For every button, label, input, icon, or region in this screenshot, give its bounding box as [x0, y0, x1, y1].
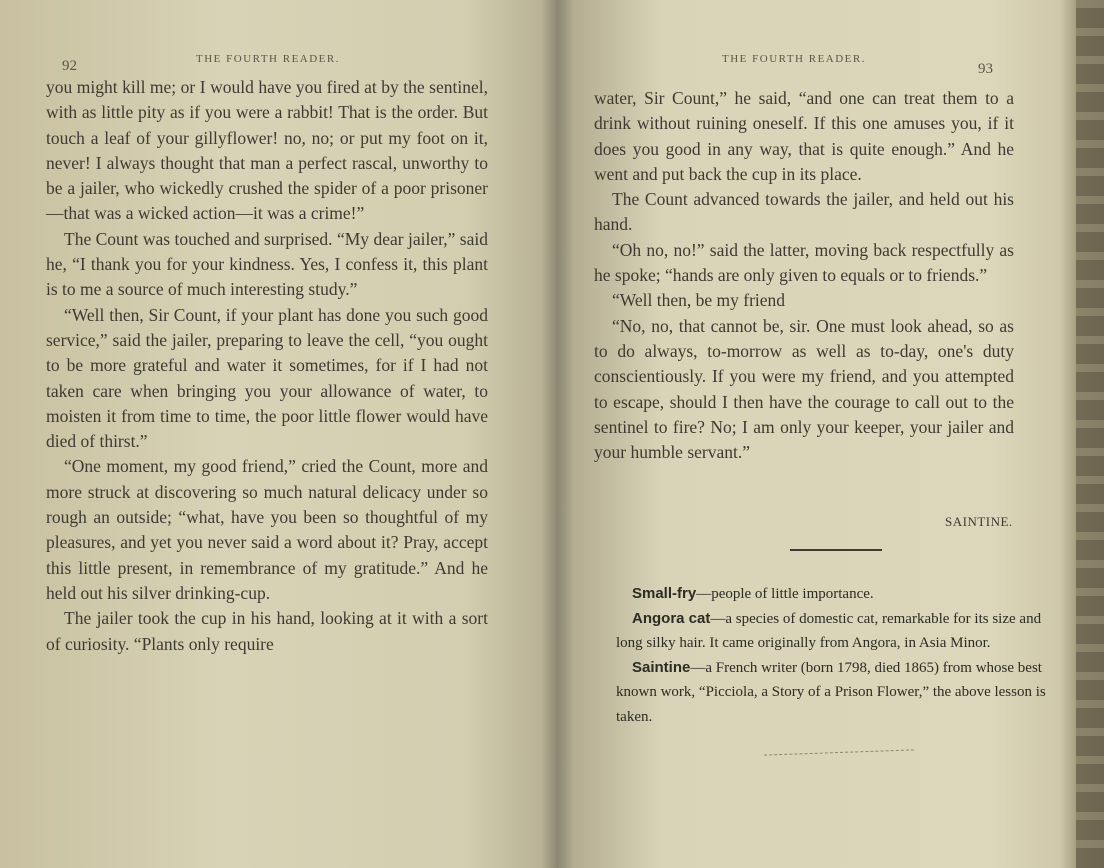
left-page-body [46, 75, 488, 657]
glossary-entry [616, 656, 1046, 730]
section-divider [790, 549, 882, 551]
left-paragraph-5: The jailer took the cup in his hand, looking at it with a sort of curiosity. “Plants only require [46, 608, 488, 654]
glossary-definition: —people of little importance. [696, 586, 874, 602]
glossary-definition: —a species of domestic cat, remarkable for its size and long silky hair. It came originally from Angora, in Asia Minor. [616, 610, 1042, 651]
right-paragraph-2: The Count advanced towards the jailer, and held out his hand. [594, 189, 1014, 235]
right-paragraph-1: water, Sir Count,” he said, “and one can treat them to a drink without ruining oneself. If this one amuses you, if it does you good in any way, that is quite enough.” And he went and put back the cup in its place. [594, 88, 1014, 184]
left-paragraph-1: you might kill me; or I would have you fired at by the sentinel, with as little pity as if you were a rabbit! That is the order. But touch a leaf of your gillyflower! no, no; or put my foot on it, never! I always thought that man a perfect rascal, unworthy to be a jailer, who wickedly crushed the spider of a poor prisoner—that was a wicked action—it was a crime!” [46, 77, 488, 224]
glossary-term: Small-fry [632, 585, 697, 602]
left-page-number: 92 [62, 58, 77, 74]
right-paragraph-5: “No, no, that cannot be, sir. One must look ahead, so as to do always, to-morrow as well as to-day, one's duty conscientiously. If you were my friend, and you attempted to escape, should I then have the courage to call out to the sentinel to fire? No; I am only your keeper, your jailer and your humble servant.” [594, 315, 1014, 463]
faint-underline-mark [764, 749, 914, 755]
right-running-head: THE FOURTH READER. [722, 53, 866, 65]
glossary-entry [616, 607, 1046, 656]
glossary-term: Angora cat [632, 609, 711, 627]
left-running-head: THE FOURTH READER. [196, 53, 340, 65]
right-paragraph-4: “Well then, be my friend [612, 290, 786, 311]
glossary-notes [616, 582, 1046, 729]
left-paragraph-3: “Well then, Sir Count, if your plant has done you such good service,” said the jailer, preparing to leave the cell, “you ought to be more grateful and water it sometimes, for if I had not taken care when bringing you your allowance of water, to moisten it from time to time, the poor little flower would have died of thirst.” [46, 304, 488, 452]
left-paragraph-2: The Count was touched and surprised. “My dear jailer,” said he, “I thank you for your kindness. Yes, I confess it, this plant is to me a source of much interesting study.” [46, 228, 488, 300]
right-paragraph-3: “Oh no, no!” said the latter, moving back respectfully as he spoke; “hands are only given to equals or to friends.” [594, 239, 1014, 286]
right-page-body [594, 86, 1014, 465]
left-paragraph-4: “One moment, my good friend,” cried the Count, more and more struck at discovering so much natural delicacy under so rough an outside; “what, have you been so thoughtful of my pleasures, and yet you never said a word about it? Pray, accept this little present, in remembrance of my gratitude.” And he held out his silver drinking-cup. [46, 456, 488, 603]
glossary-entry [616, 582, 1046, 607]
glossary-definition: —a French writer (born 1798, died 1865) from whose best known work, “Picciola, a Story of a Prison Flower,” the above lesson is taken. [616, 659, 1046, 725]
glossary-term: Saintine [632, 658, 691, 676]
right-page-number: 93 [978, 61, 993, 77]
author-signature: SAINTINE. [945, 514, 1013, 529]
page-edge-background [1076, 0, 1104, 868]
